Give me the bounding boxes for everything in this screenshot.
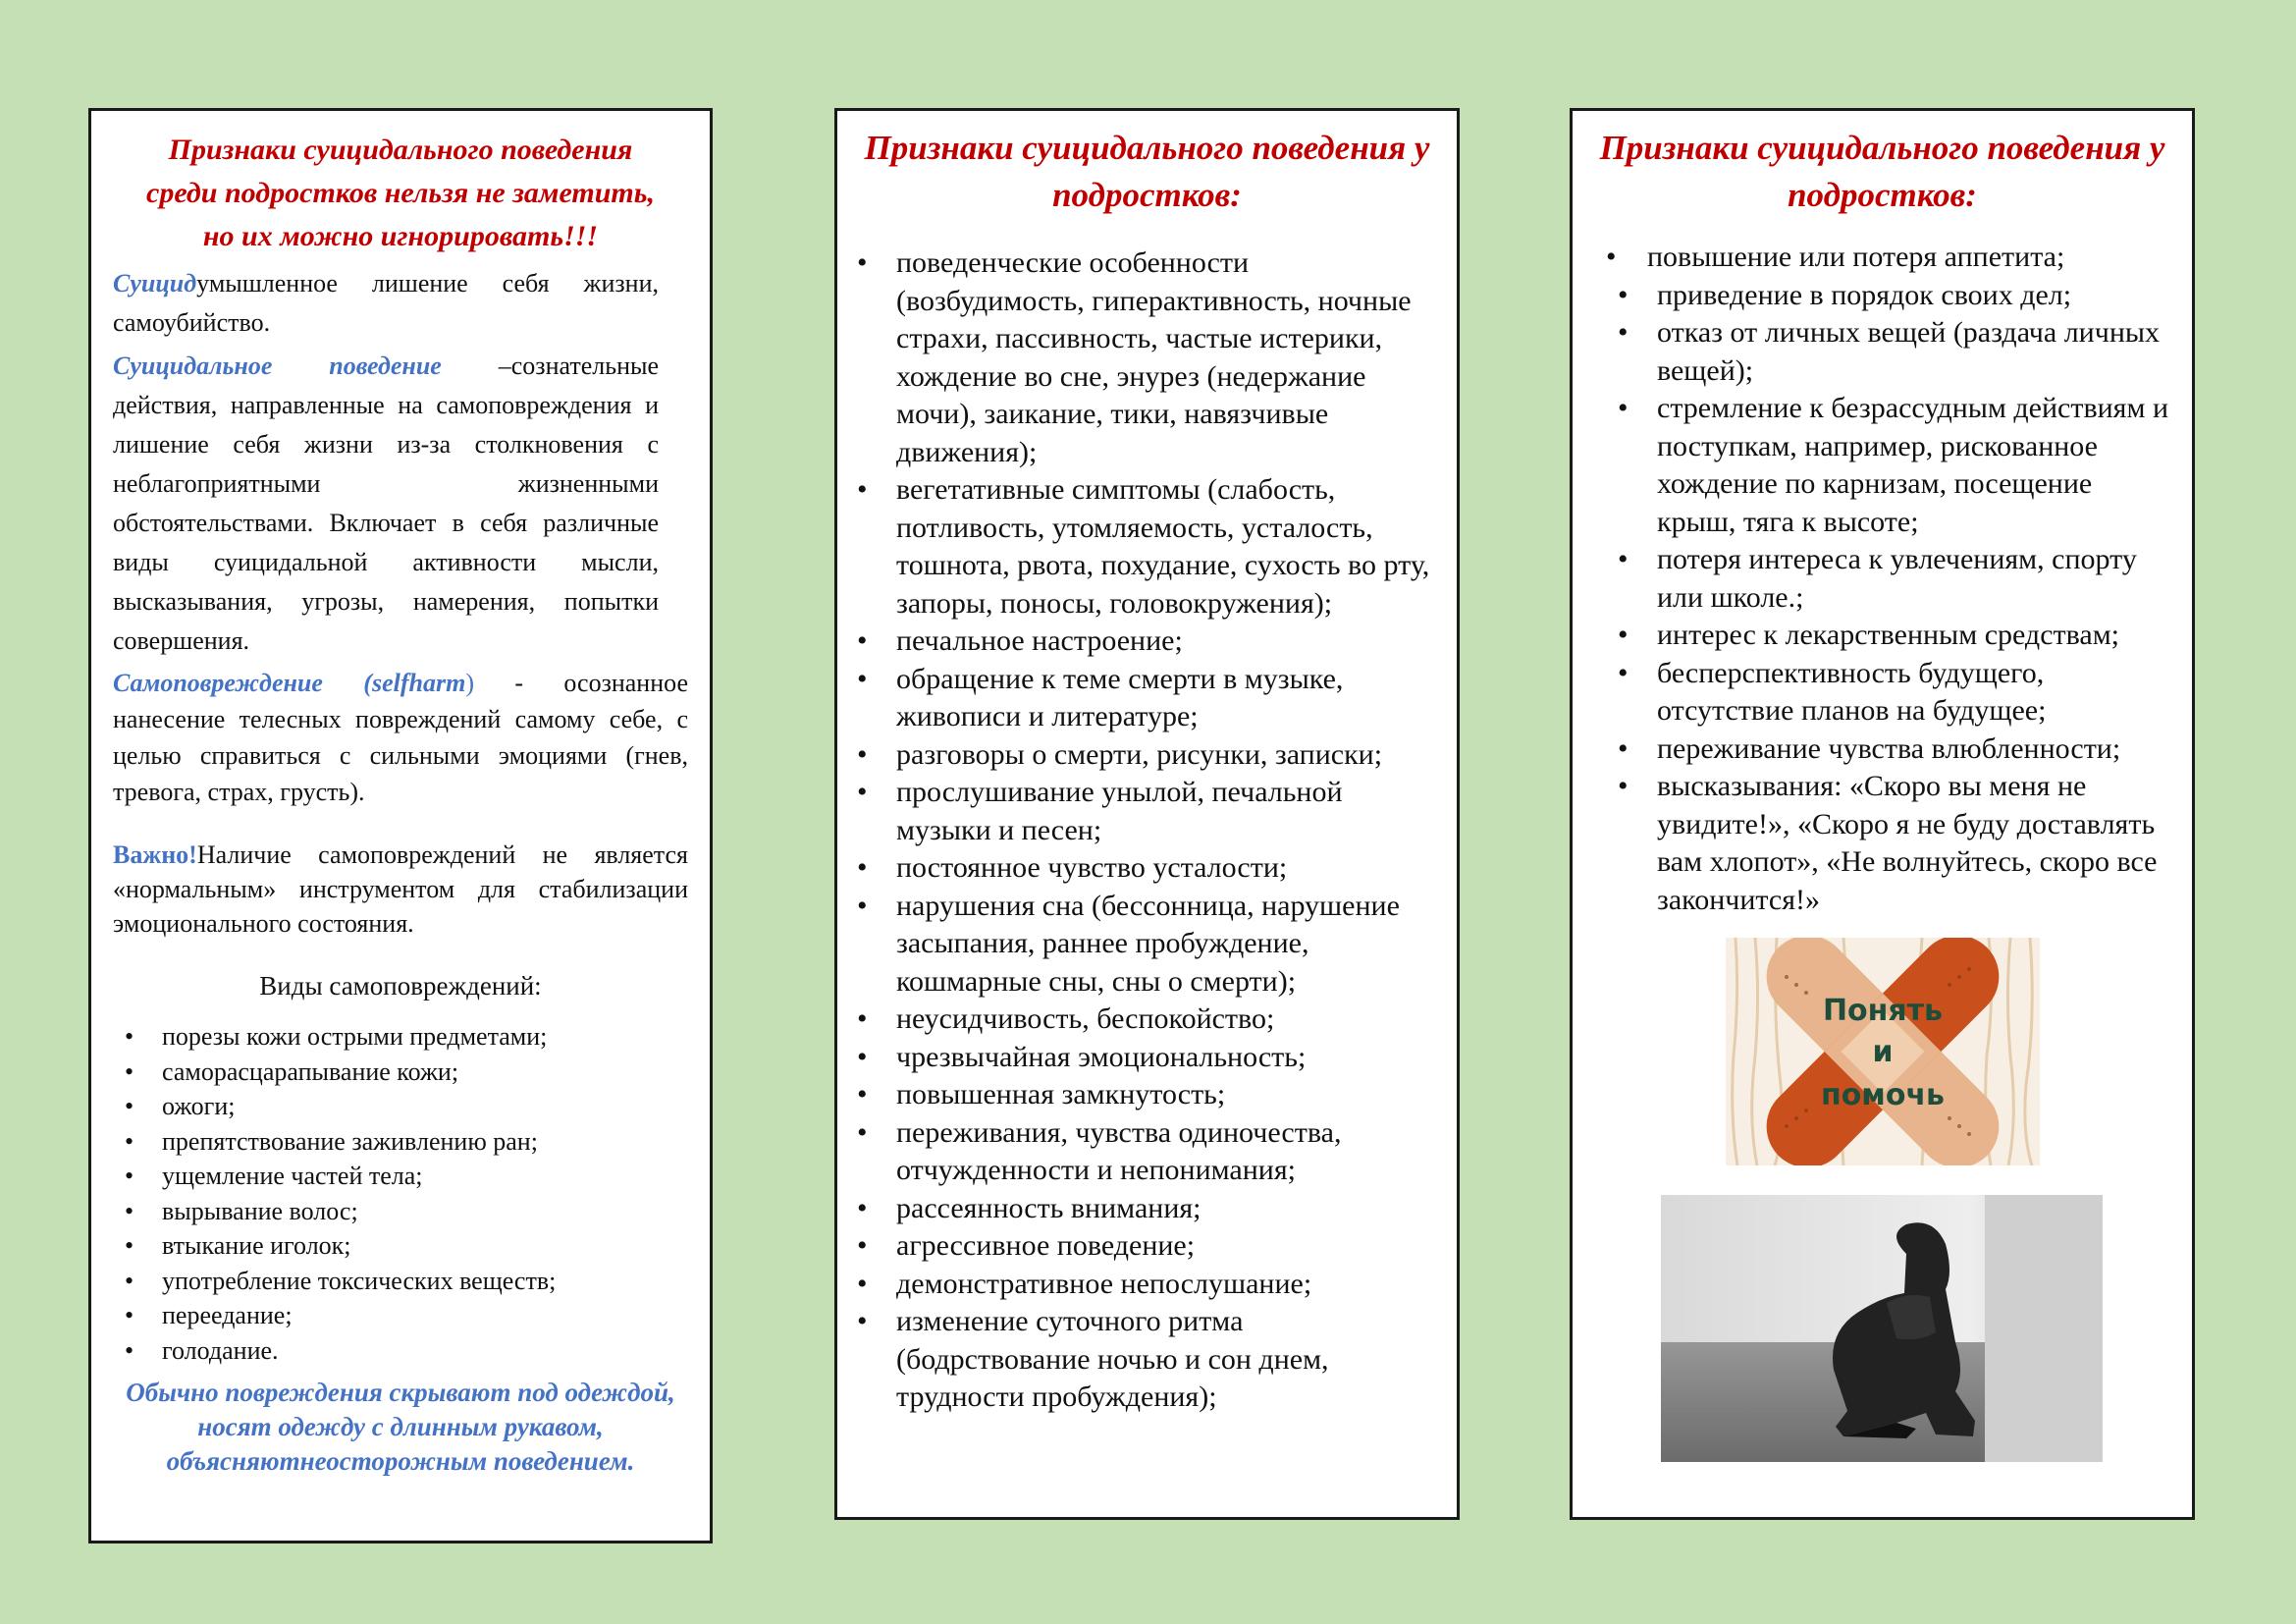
list-item: • неусидчивость, беспокойство; [853, 1001, 1441, 1039]
list-item: • потеря интереса к увлечениям, спорту или школе.; [1588, 541, 2176, 617]
signs-list-right [1588, 239, 2176, 919]
panel-middle-title: Признаки суицидального поведения у подростков: [864, 129, 1430, 214]
panel-middle [834, 108, 1460, 1520]
list-item: • втыкание иголок; [113, 1228, 688, 1264]
list-item: • агрессивное поведение; [853, 1227, 1441, 1266]
list-item: • прослушивание унылой, печальной музыки и песен; [853, 774, 1441, 849]
list-item: • саморасцарапывание кожи; [113, 1055, 688, 1090]
list-item: • вырывание волос; [113, 1194, 688, 1229]
list-item: • ожоги; [113, 1089, 688, 1124]
list-item: • демонстративное непослушание; [853, 1266, 1441, 1304]
list-item: • изменение суточного ритма (бодрствование ночью и сон днем, трудности пробуждения); [853, 1303, 1441, 1417]
panel-left-footer: Обычно повреждения скрывают под одеждой, носят одежду с длинным рукавом, объясняютнеосторожным поведением. [126, 1378, 675, 1476]
selfharm-paren: ) [465, 669, 474, 697]
list-item: • переедание; [113, 1298, 688, 1333]
list-item: • интерес к лекарственным средствам; [1588, 617, 2176, 655]
panel-right-title: Признаки суицидального поведения у подростков: [1599, 129, 2165, 214]
list-item: • стремление к безрассудным действиям и поступкам, например, рискованное хождение по карнизам, посещение крыш, тяга к высоте; [1588, 390, 2176, 541]
behavior-term: Суицидальное поведение [113, 352, 442, 380]
logo-text-1: Понять [1822, 994, 1944, 1028]
list-item: • голодание. [113, 1333, 688, 1369]
understand-and-help-logo [1726, 938, 2040, 1165]
logo-text-3: помочь [1820, 1078, 1946, 1112]
behavior-definition [113, 347, 688, 661]
list-item: • поведенческие особенности (возбудимость, гиперактивность, ночные страхи, пассивность, частые истерики, хождение во сне, энурез (недержание мочи), заикание, тики, навязчивые движения); [853, 244, 1441, 471]
selfharm-types-list [113, 1019, 688, 1368]
behavior-def-text: –сознательные действия, направленные на самоповреждения и лишение себя жизни из-за столкновения с неблагоприятными жизненными обстоятельствами. Включает в себя различные виды суицидальной активности мысли, высказывания, угрозы, намерения, попытки совершения. [113, 352, 660, 655]
list-item: • чрезвычайная эмоциональность; [853, 1039, 1441, 1077]
logo-text-2: и [1872, 1035, 1894, 1069]
important-term: Важно! [113, 840, 197, 869]
sad-teen-photo [1661, 1195, 2103, 1462]
types-title: Виды самоповреждений: [259, 971, 542, 1001]
list-item: • бесперспективность будущего, отсутствие планов на будущее; [1588, 655, 2176, 731]
selfharm-def-text: - осознанное нанесение телесных повреждений самому себе, с целью справиться с сильными эмоциями (гнев, тревога, страх, грусть). [113, 669, 688, 806]
list-item: • повышенная замкнутость; [853, 1076, 1441, 1114]
important-text: Наличие самоповреждений не является «нормальным» инструментом для стабилизации эмоционального состояния. [113, 840, 688, 938]
panel-left-title: Признаки суицидального поведения среди подростков нельзя не заметить, но их можно игнорировать!!! [146, 134, 655, 252]
list-item: • ущемление частей тела; [113, 1159, 688, 1194]
list-item: • разговоры о смерти, рисунки, записки; [853, 736, 1441, 775]
list-item: • печальное настроение; [853, 623, 1441, 661]
list-item: • рассеянность внимания; [853, 1190, 1441, 1228]
suicide-term: Суицид [113, 269, 197, 298]
list-item: • препятствование заживлению ран; [113, 1124, 688, 1160]
list-item: • нарушения сна (бессонница, нарушение засыпания, раннее пробуждение, кошмарные сны, сны о смерти); [853, 888, 1441, 1001]
list-item: • повышение или потеря аппетита; [1588, 239, 2176, 277]
suicide-def-text: умышленное лишение себя жизни, самоубийство. [113, 269, 659, 337]
list-item: • употребление токсических веществ; [113, 1264, 688, 1299]
plaster-cross-icon [1726, 938, 2040, 1165]
list-item: • высказывания: «Скоро вы меня не увидите!», «Скоро я не буду доставлять вам хлопот», «Не волнуйтесь, скоро все закончится!» [1588, 768, 2176, 919]
suicide-definition [113, 264, 688, 343]
list-item: • отказ от личных вещей (раздача личных вещей); [1588, 314, 2176, 390]
list-item: • переживание чувства влюбленности; [1588, 731, 2176, 769]
list-item: • переживания, чувства одиночества, отчужденности и непонимания; [853, 1114, 1441, 1190]
selfharm-term: Самоповреждение (selfharm [113, 669, 466, 697]
panel-left [88, 108, 713, 1543]
important-note [113, 838, 688, 941]
list-item: • приведение в порядок своих дел; [1588, 277, 2176, 315]
panel-right [1570, 108, 2195, 1520]
list-item: • постоянное чувство усталости; [853, 849, 1441, 888]
list-item: • вегетативные симптомы (слабость, потливость, утомляемость, усталость, тошнота, рвота, похудание, сухость во рту, запоры, поносы, головокружения); [853, 471, 1441, 623]
list-item: • порезы кожи острыми предметами; [113, 1019, 688, 1055]
signs-list-middle [853, 244, 1441, 1417]
selfharm-definition [113, 665, 688, 810]
list-item: • обращение к теме смерти в музыке, живописи и литературе; [853, 661, 1441, 736]
